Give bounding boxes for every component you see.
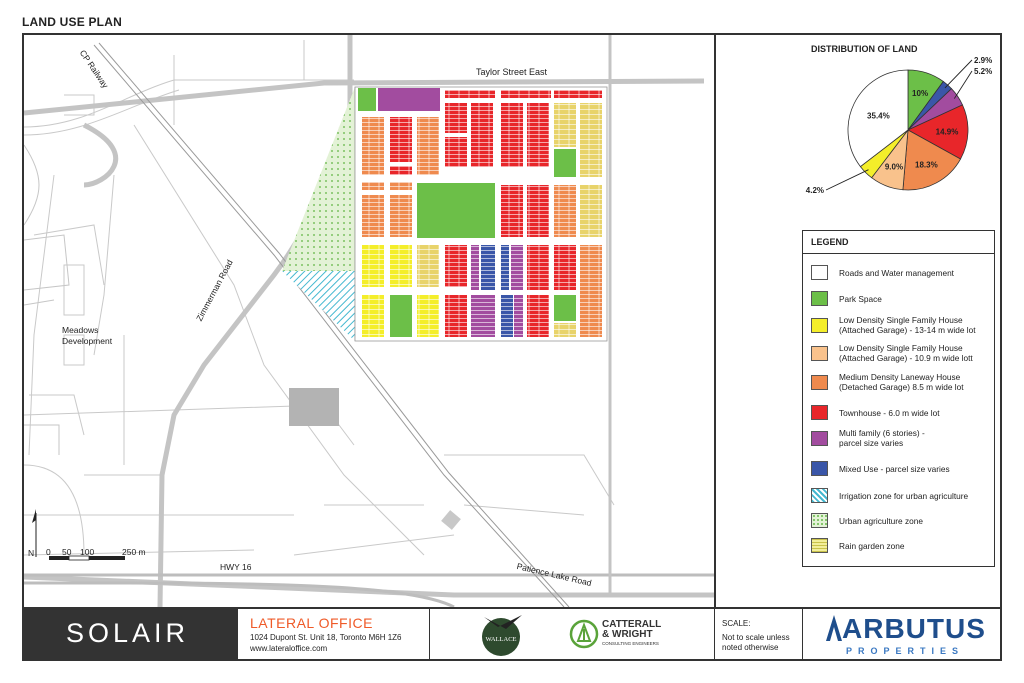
scale-tick-250: 250 m bbox=[122, 547, 146, 557]
scale-tick-50: 50 bbox=[62, 547, 72, 557]
title-block bbox=[24, 607, 1000, 659]
legend-swatch bbox=[811, 461, 828, 476]
site-plan bbox=[355, 87, 607, 341]
irrigation-zone bbox=[282, 271, 355, 341]
legend-swatch bbox=[811, 318, 828, 333]
park-parcel bbox=[554, 149, 576, 177]
legend-item bbox=[811, 428, 925, 448]
legend-item bbox=[811, 461, 950, 476]
legend-item bbox=[811, 513, 923, 528]
scale-tick-0: 0 bbox=[46, 547, 51, 557]
scale-note: Not to scale unless noted otherwise bbox=[722, 633, 790, 652]
pie-label: 14.9% bbox=[935, 127, 959, 137]
properties-wordmark: PROPERTIES bbox=[846, 646, 965, 656]
legend-label: Low Density Single Family House (Attached Garage) - 10.9 m wide lott bbox=[839, 343, 973, 363]
legend-label: Irrigation zone for urban agriculture bbox=[839, 490, 969, 501]
pie-leader-line bbox=[945, 60, 972, 88]
zimmerman-road bbox=[160, 35, 350, 607]
lateral-office-name: LATERAL OFFICE bbox=[250, 615, 373, 631]
legend-swatch bbox=[811, 265, 828, 280]
legend-item bbox=[811, 265, 954, 280]
cp-railway-label: CP Railway bbox=[77, 48, 111, 90]
building bbox=[289, 388, 339, 426]
park-parcel bbox=[554, 295, 576, 321]
legend-item bbox=[811, 372, 964, 392]
footer-divider bbox=[429, 609, 430, 659]
scale-tick-100: 100 bbox=[80, 547, 95, 557]
distribution-title: DISTRIBUTION OF LAND bbox=[811, 44, 918, 54]
legend-divider bbox=[803, 253, 994, 254]
park-parcel bbox=[390, 295, 412, 337]
legend-swatch bbox=[811, 488, 828, 503]
wallace-text: WALLACE bbox=[485, 636, 517, 643]
catterall-subtitle: CONSULTING ENGINEERS bbox=[602, 641, 659, 646]
pie-label: 5.2% bbox=[974, 67, 993, 76]
solair-wordmark: SOLAIR bbox=[66, 618, 190, 648]
side-panel bbox=[714, 35, 1000, 607]
legend-item bbox=[811, 538, 905, 553]
catterall-logo-icon bbox=[569, 619, 599, 649]
legend-swatch bbox=[811, 375, 828, 390]
pie-label: 2.9% bbox=[974, 56, 993, 65]
park-parcel bbox=[358, 88, 376, 111]
patience-lake-label: Patience Lake Road bbox=[515, 561, 593, 588]
central-park bbox=[417, 183, 495, 238]
page-title: LAND USE PLAN bbox=[22, 15, 122, 29]
legend-item bbox=[811, 315, 976, 335]
north-label: N bbox=[28, 548, 35, 558]
legend-label: Multi family (6 stories) - parcel size varies bbox=[839, 428, 925, 448]
legend-item bbox=[811, 488, 968, 503]
map-area bbox=[24, 35, 714, 607]
legend-swatch bbox=[811, 405, 828, 420]
wallace-logo bbox=[476, 611, 526, 657]
pie-label: 18.3% bbox=[915, 160, 938, 170]
solair-logo bbox=[24, 609, 238, 659]
legend-swatch bbox=[811, 513, 828, 528]
pie-label: 35.4% bbox=[867, 111, 890, 121]
pie-label: 10% bbox=[912, 88, 929, 98]
legend-swatch bbox=[811, 538, 828, 553]
base-map bbox=[24, 35, 714, 607]
multi-family-parcel bbox=[378, 88, 440, 111]
legend-swatch bbox=[811, 431, 828, 446]
hwy-label: HWY 16 bbox=[220, 562, 252, 572]
legend-label: Townhouse - 6.0 m wide lot bbox=[839, 407, 940, 418]
lateral-office-website: www.lateraloffice.com bbox=[250, 644, 328, 653]
legend-item bbox=[811, 343, 973, 363]
zimmerman-road-label: Zimmerman Road bbox=[194, 257, 235, 323]
meadows-label: Meadows Development bbox=[62, 325, 113, 346]
legend-swatch bbox=[811, 346, 828, 361]
lateral-office-address: 1024 Dupont St. Unit 18, Toronto M6H 1Z6 bbox=[250, 633, 402, 642]
footer-divider bbox=[714, 609, 715, 659]
taylor-street-label: Taylor Street East bbox=[476, 67, 548, 77]
legend-label: Mixed Use - parcel size varies bbox=[839, 463, 950, 474]
distribution-pie bbox=[716, 35, 1000, 230]
legend-item bbox=[811, 291, 882, 306]
legend bbox=[802, 230, 995, 567]
arbutus-wordmark: ARBUTUS bbox=[842, 613, 986, 644]
footer-divider bbox=[802, 609, 803, 659]
legend-label: Urban agriculture zone bbox=[839, 515, 923, 526]
legend-label: Medium Density Laneway House (Detached Garage) 8.5 m wide lot bbox=[839, 372, 964, 392]
urban-agriculture-zone bbox=[282, 87, 355, 271]
legend-item bbox=[811, 405, 940, 420]
pie-leader-line bbox=[826, 170, 868, 190]
scale-label: SCALE: bbox=[722, 619, 751, 628]
arbutus-logo-icon bbox=[824, 613, 844, 643]
legend-label: Park Space bbox=[839, 293, 882, 304]
legend-label: Low Density Single Family House (Attached Garage) - 13-14 m wide lot bbox=[839, 315, 976, 335]
catterall-wordmark: CATTERALL & WRIGHT bbox=[602, 619, 662, 640]
pie-label: 9.0% bbox=[884, 162, 904, 172]
legend-label: Roads and Water management bbox=[839, 267, 954, 278]
legend-swatch bbox=[811, 291, 828, 306]
legend-title: LEGEND bbox=[811, 237, 849, 247]
pie-label: 4.2% bbox=[805, 186, 824, 195]
legend-label: Rain garden zone bbox=[839, 540, 905, 551]
